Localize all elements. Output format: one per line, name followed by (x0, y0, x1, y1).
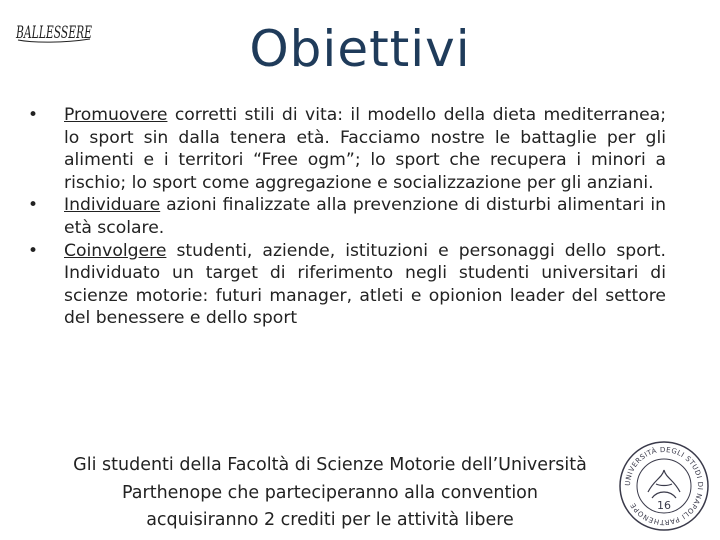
bullet-keyword: Coinvolgere (64, 240, 167, 261)
page-title: Obiettivi (249, 20, 471, 78)
bullet-icon: • (28, 195, 39, 216)
logo-text: BALLESSERE (15, 23, 93, 43)
credits-note (40, 452, 620, 535)
bullet-icon: • (28, 105, 39, 125)
list-item (28, 104, 666, 194)
list-item (28, 240, 666, 330)
bullet-text: corretti stili di vita: il modello della dieta mediterranea; lo sport sin dalla tenera età. Facciamo nostre le battaglie per gli alimenti e i territori “Free ogm”; lo sport che recupera i minori a rischio; lo sport come aggregazione e socializzazione per gli anziani. (64, 105, 666, 193)
credits-line-3: acquisiranno 2 crediti per le attività libere (146, 510, 514, 530)
page-number: 16 (657, 499, 671, 512)
credits-line-1: Gli studenti della Facoltà di Scienze Motorie dell’Università (73, 455, 587, 475)
bullet-text: studenti, aziende, istituzioni e personaggi dello sport. Individuato un target di riferimento negli studenti universitari di scienze motorie: futuri manager, atleti e opionion leader del settore del benessere e dello sport (64, 240, 666, 329)
credits-line-2: Parthenope che parteciperanno alla convention (122, 482, 538, 503)
university-seal-icon (618, 440, 710, 532)
objectives-list (28, 104, 666, 330)
bullet-keyword: Individuare (64, 195, 161, 216)
seal-ring-text: UNIVERSITÀ DEGLI STUDI DI NAPOLI PARTHENOPE (623, 445, 705, 527)
bullet-icon: • (28, 240, 39, 261)
list-item (28, 194, 666, 239)
bullet-text: azioni finalizzate alla prevenzione di disturbi alimentari in età scolare. (64, 195, 666, 238)
bullet-keyword: Promuovere (64, 105, 168, 125)
